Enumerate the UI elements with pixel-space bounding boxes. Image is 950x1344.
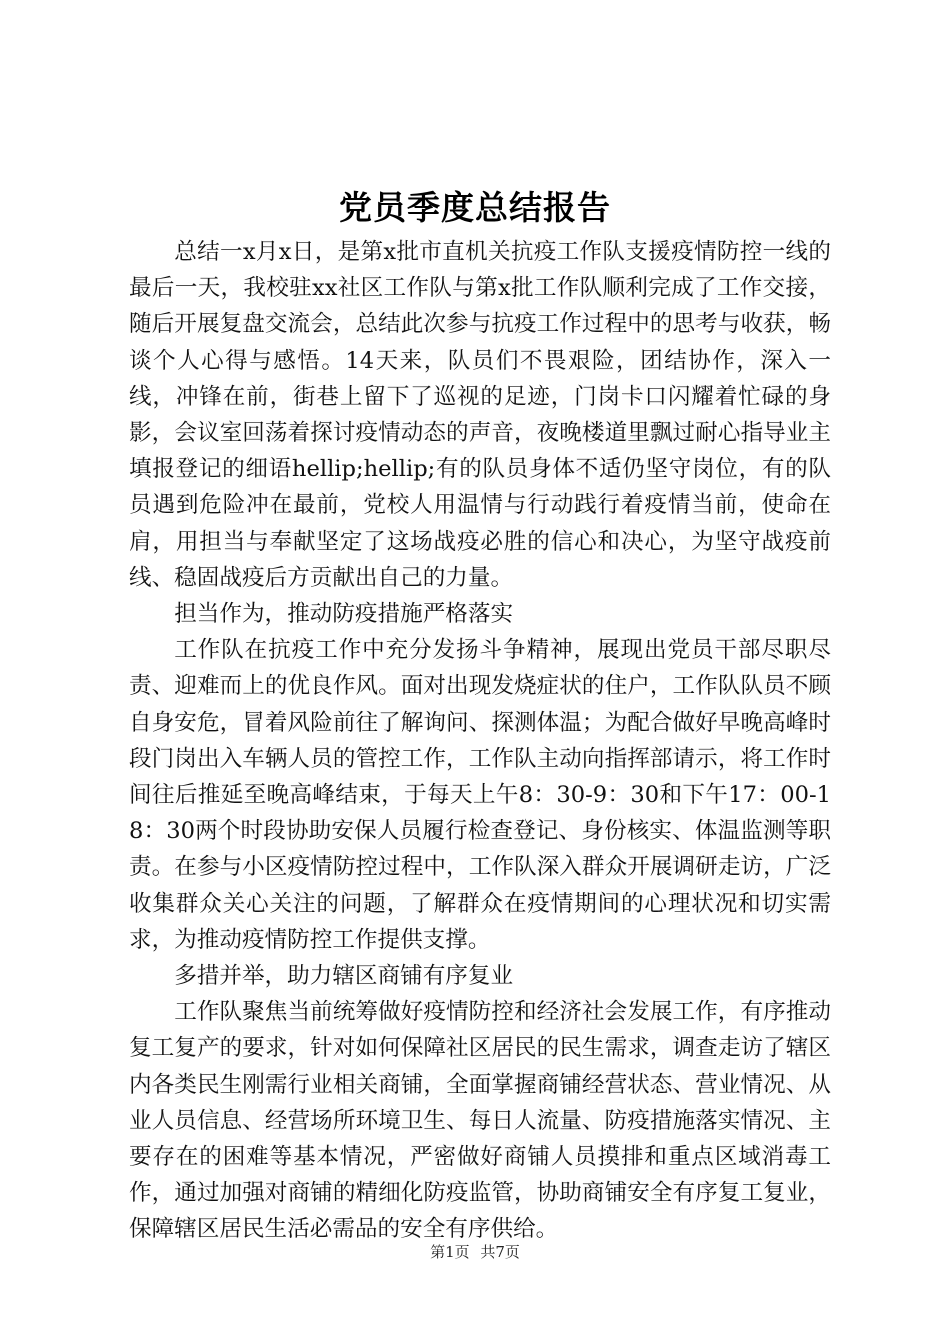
document-body [129,234,831,1248]
paragraph-section-1: 工作队在抗疫工作中充分发扬斗争精神，展现出党员干部尽职尽责、迎难而上的优良作风。面对出现发烧症状的住户，工作队队员不顾自身安危，冒着风险前往了解询问、探测体温；为配合做好早晚高峰时段门岗出入车辆人员的管控工作，工作队主动向指挥部请示，将工作时间往后推延至晚高峰结束，于每天上午8：30-9：30和下午17：00-18：30两个时段协助安保人员履行检查登记、身份核实、体温监测等职责。在参与小区疫情防控过程中，工作队深入群众开展调研走访，广泛收集群众关心关注的问题，了解群众在疫情期间的心理状况和切实需求，为推动疫情防控工作提供支撑。 [129,637,831,953]
page-number: 第1页 [430,1243,470,1261]
page-footer [0,1242,950,1262]
page-total: 共7页 [480,1243,520,1261]
section-heading-1: 担当作为，推动防疫措施严格落实 [174,601,514,628]
paragraph-intro: 总结一x月x日，是第x批市直机关抗疫工作队支援疫情防控一线的最后一天，我校驻xx社区工作队与第x批工作队顺利完成了工作交接，随后开展复盘交流会，总结此次参与抗疫工作过程中的思考与收获，畅谈个人心得与感悟。14天来，队员们不畏艰险，团结协作，深入一线，冲锋在前，街巷上留下了巡视的足迹，门岗卡口闪耀着忙碌的身影，会议室回荡着探讨疫情动态的声音，夜晚楼道里飘过耐心指导业主填报登记的细语hellip;hellip;有的队员身体不适仍坚守岗位，有的队员遇到危险冲在最前，党校人用温情与行动践行着疫情当前，使命在肩，用担当与奉献坚定了这场战疫必胜的信心和决心，为坚守战疫前线、稳固战疫后方贡献出自己的力量。 [129,239,831,591]
section-heading-2: 多措并举，助力辖区商铺有序复业 [174,963,514,990]
paragraph-section-2: 工作队聚焦当前统筹做好疫情防控和经济社会发展工作，有序推动复工复产的要求，针对如何保障社区居民的民生需求，调查走访了辖区内各类民生刚需行业相关商铺，全面掌握商铺经营状态、营业情况、从业人员信息、经营场所环境卫生、每日人流量、防疫措施落实情况、主要存在的困难等基本情况，严密做好商铺人员摸排和重点区域消毒工作，通过加强对商铺的精细化防疫监管，协助商铺安全有序复工复业，保障辖区居民生活必需品的安全有序供给。 [129,999,831,1243]
document-title: 党员季度总结报告 [339,188,611,227]
